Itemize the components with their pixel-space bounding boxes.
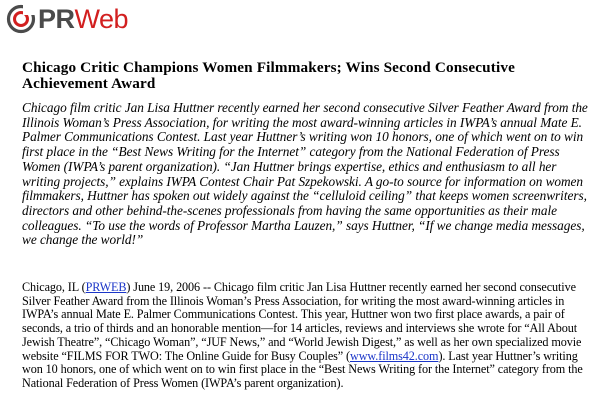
prweb-logo-icon — [6, 4, 36, 34]
headline: Chicago Critic Champions Women Filmmakers; Wins Second Consecutive Achievement Award — [22, 59, 515, 92]
body-paragraph — [22, 281, 588, 391]
body-closing-text: ). Last year Huttner’s writing won 10 honors, one of which went on to win first place in the “Best News Writing for the Internet” category from the National Federation of Press Women (IWPA’s parent organization). — [22, 348, 583, 390]
films42-link[interactable]: www.films42.com — [350, 348, 439, 363]
prweb-link[interactable]: PRWEB — [85, 280, 127, 294]
logo-web-text: Web — [74, 4, 129, 34]
dateline-prefix: Chicago, IL ( — [22, 280, 86, 294]
logo-pr-text: PR — [38, 4, 75, 34]
prweb-logo-text — [38, 4, 128, 34]
summary-paragraph: Chicago film critic Jan Lisa Huttner recently earned her second consecutive Silver Feather Award from the Illinois Woman’s Press Association, for writing the most award-winning articles in IWPA’s annual Mate E. Palmer Communications Contest. Last year Huttner’s writing won 10 honors, one of which went on to win first place in the “Best News Writing for the Internet” category from the National Federation of Press Women (IWPA’s parent organization). “Jan Huttner brings expertise, ethics and enthusiasm to all her writing projects,” explains IWPA Contest Chair Pat Szpekowski. A go-to source for information on women filmmakers, Huttner has spoken out widely against the “celluloid ceiling” that keeps women screenwriters, directors and other behind-the-scenes professionals from having the same opportunities as their male colleagues. “To use the words of Professor Martha Lauzen,” says Huttner, “If we change media messages, we change the world!” — [22, 100, 588, 248]
prweb-logo[interactable] — [6, 2, 128, 36]
body-main-text: ) June 19, 2006 -- Chicago film critic Jan Lisa Huttner recently earned her second consecutive Silver Feather Award from the Illinois Woman’s Press Association, for writing the most award-winning articles in IWPA’s annual Mate E. Palmer Communications Contest. This year, Huttner won two first place awards, a pair of seconds, a trio of thirds and an honorable mention—for 14 articles, reviews and interviews she wrote for “All About Jewish Theatre”, “Chicago Woman”, “JUF News,” and “World Jewish Digest,” as well as her own specialized movie website “FILMS FOR TWO: The Online Guide for Busy Couples” ( — [22, 280, 582, 363]
